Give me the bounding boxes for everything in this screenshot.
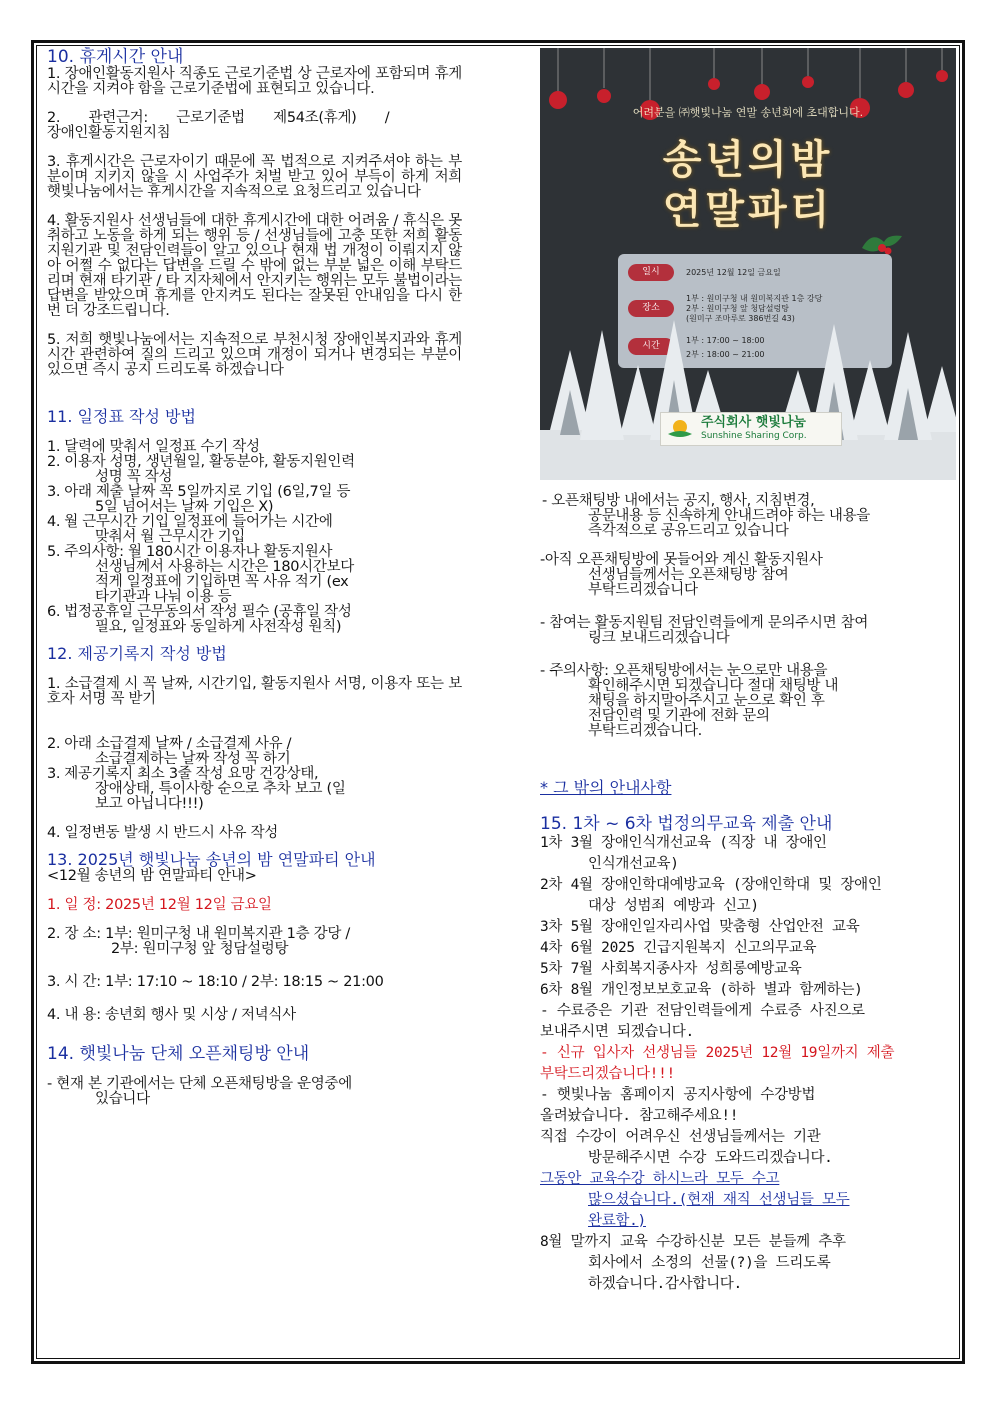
notice-2a: - 햇빛나눔 홈페이지 공지사항에 수강방법 [540, 1087, 816, 1103]
section-10-p3: 3. 휴게시간은 근로자이기 때문에 꼭 법적으로 지켜주셔야 하는 부분이며 지키지 않을 시 사업주가 처벌 받고 있어 부득이 하게 저희 햇빛나눔에서는 휴게시간을 지속적으로 요청드리고 있습니다 [47, 154, 462, 200]
party-date: 1. 일 정: 2025년 12월 12일 금요일 [47, 897, 272, 913]
list-item [47, 767, 462, 812]
list-item-number: 2. [47, 736, 61, 752]
poster-info-date: 2025년 12월 12일 금요일 [686, 268, 781, 277]
list-item-text: 이용자 성명, 생년월일, 활동분야, 활동지원인력 [64, 454, 355, 470]
left-column [47, 48, 462, 1107]
list-item-number: 3. [47, 766, 61, 782]
list-item-continuation: 소급결제하는 날짜 작성 꼭 하기 [95, 751, 291, 767]
list-item [47, 455, 462, 485]
section-12-p1: 1. 소급결제 시 꼭 날짜, 시간기입, 활동지원사 서명, 이용자 또는 보호자 서명 꼭 받기 [47, 676, 462, 707]
section-11-title: 11. 일정표 작성 방법 [47, 407, 196, 426]
party-place-1: 2. 장 소: 1부: 원미구청 내 원미복지관 1층 강당 / [47, 926, 350, 942]
education-item: 6차 8월 개인정보보호교육 (하하 별과 함께하는) [540, 982, 863, 998]
notice-red-1: - 신규 입사자 선생님들 2025년 12월 19일까지 제출 [540, 1045, 895, 1061]
section-14-l1c: 있습니다 [95, 1091, 150, 1107]
thanks-line-1: 그동안 교육수강 하시느라 모두 수고 [540, 1171, 780, 1187]
chat-r3: - 참여는 활동지원팀 전담인력들에게 문의주시면 참여 [540, 615, 869, 631]
chat-r4c: 확인해주시면 되겠습니다 절대 채팅방 내 채팅을 하지말아주시고 눈으로 확인 후 전담인력 및 기관에 전화 문의 부탁드리겠습니다. [588, 678, 839, 739]
section-15-title: 15. 1차 ~ 6차 법정의무교육 제출 안내 [540, 814, 833, 834]
notice-1b: 보내주시면 되겠습니다. [540, 1024, 694, 1040]
poster-info-time-1: 1부 : 17:00 ~ 18:00 [686, 336, 765, 345]
list-item [47, 515, 462, 545]
section-14-l1: - 현재 본 기관에서는 단체 오픈채팅방을 운영중에 [47, 1076, 352, 1092]
chat-r2c: 선생님들께서는 오픈채팅방 참여 부탁드리겠습니다 [588, 567, 789, 598]
list-item-text: 제공기록지 최소 3줄 작성 요망 건강상태, [64, 766, 319, 782]
list-item-line [47, 440, 462, 455]
list-item-line [47, 737, 462, 752]
list-item-continuation: 장애상태, 특이사항 순으로 추차 보고 (일 보고 아닙니다!!!) [95, 781, 346, 812]
list-item-number: 5. [47, 544, 61, 560]
logo-main-text: 주식회사 햇빛나눔 [701, 415, 806, 430]
list-item-continuation: 성명 꼭 작성 [95, 469, 173, 485]
other-notices-title: * 그 밖의 안내사항 [540, 778, 672, 797]
party-place-2: 2부: 원미구청 앞 청담설렁탕 [111, 941, 289, 957]
list-item-continuation: 5일 넘어서는 날짜 기입은 X) [95, 499, 274, 515]
section-10-p5: 5. 저희 햇빛나눔에서는 지속적으로 부천시청 장애인복지과와 휴게시간 관련하여 질의 드리고 있으며 개정이 되거나 변경되는 부분이 있으면 즉시 공지 드리도록 하겠습니다 [47, 332, 462, 378]
section-13-title: 13. 2025년 햇빛나눔 송년의 밤 연말파티 안내 [47, 850, 376, 869]
education-item: 4차 6월 2025 긴급지원복지 신고의무교육 [540, 940, 817, 956]
poster-label-time: 시간 [628, 338, 674, 355]
chat-r2: -아직 오픈채팅방에 못들어와 계신 활동지원사 [540, 552, 823, 568]
list-item-text: 법정공휴일 근무동의서 작성 필수 (공휴일 작성 [64, 604, 352, 620]
list-item-number: 1. [47, 439, 61, 455]
section-12-p4: 4. 일정변동 발생 시 반드시 사유 작성 [47, 825, 278, 841]
chat-r1: - 오픈채팅방 내에서는 공지, 행사, 지침변경, [542, 493, 815, 509]
last-line-2: 회사에서 소정의 선물(?)을 드리도록 [588, 1255, 831, 1271]
list-item-number: 2. [47, 454, 61, 470]
notice-2b: 올려놨습니다. 참고해주세요!! [540, 1108, 739, 1124]
poster-info-place-2: 2부 : 원미구청 앞 청담설렁탕 [686, 304, 789, 313]
chat-r4: - 주의사항: 오픈채팅방에서는 눈으로만 내용을 [540, 663, 828, 679]
list-item-number: 4. [47, 514, 61, 530]
notice-3b: 방문해주시면 수강 도와드리겠습니다. [588, 1150, 833, 1166]
snowy-trees-illustration [540, 310, 956, 480]
list-item-line [47, 515, 462, 530]
poster-title-1: 송년의밤 [662, 137, 834, 183]
logo-sub-text: Sunshine Sharing Corp. [701, 431, 807, 441]
list-item-number: 3. [47, 484, 61, 500]
chat-r3c: 링크 보내드리겠습니다 [588, 630, 730, 646]
list-item [47, 485, 462, 515]
section-11-list [47, 440, 462, 635]
list-item-continuation: 선생님께서 사용하는 시간은 180시간보다 적게 일정표에 기입하면 꼭 사유 적기 (ex 타기관과 나눠 이용 등 [95, 559, 355, 605]
section-12-title: 12. 제공기록지 작성 방법 [47, 644, 227, 663]
thanks-line-3: 완료함.) [588, 1213, 646, 1229]
section-10-p2a: 2. 관련근거: 근로기준법 제54조(휴게) / [47, 110, 390, 126]
education-item: 5차 7월 사회복지종사자 성희롱예방교육 [540, 961, 802, 977]
education-item-continuation: 인식개선교육) [588, 856, 679, 872]
poster-label-date: 일시 [628, 264, 674, 281]
poster-label-place: 장소 [628, 300, 674, 317]
education-item: 1차 3월 장애인식개선교육 (직장 내 장애인 [540, 835, 827, 851]
education-item: 3차 5월 장애인일자리사업 맞춤형 산업안전 교육 [540, 919, 860, 935]
list-item-text: 아래 제출 날짜 꼭 5일까지로 기입 (6일,7일 등 [64, 484, 351, 500]
list-item-text: 월 근무시간 기입 일정표에 들어가는 시간에 [64, 514, 333, 530]
education-item: 2차 4월 장애인학대예방교육 (장애인학대 및 장애인 [540, 877, 882, 893]
section-10-p2b: 장애인활동지원지침 [47, 125, 171, 141]
chat-r1c: 공문내용 등 신속하게 안내드려야 하는 내용을 즉각적으로 공유드리고 있습니다 [588, 508, 870, 539]
last-line-3: 하겠습니다.감사합니다. [588, 1276, 742, 1292]
section-12-list [47, 737, 462, 812]
list-item-continuation: 필요, 일정표와 동일하게 사전작성 원칙) [95, 619, 342, 635]
poster-info-time-2: 2부 : 18:00 ~ 21:00 [686, 350, 765, 359]
list-item [47, 440, 462, 455]
section-10-p2-row [47, 111, 462, 126]
poster-info-place-3: (원미구 조마루로 386번길 43) [686, 314, 795, 323]
section-13-subtitle: <12월 송년의 밤 연말파티 안내> [47, 868, 257, 884]
poster-invite-text: 어려분을 ㈜햇빛나눔 연말 송년회에 초대합니다. [632, 106, 864, 119]
right-column [540, 48, 960, 1295]
notice-3a: 직접 수강이 어려우신 선생님들께서는 기관 [540, 1129, 821, 1145]
last-line-1: 8월 말까지 교육 수강하신분 모든 분들께 추후 [540, 1234, 846, 1250]
education-item-continuation: 대상 성범죄 예방과 신고) [588, 898, 759, 914]
list-item-line [47, 605, 462, 620]
thanks-line-2: 많으셨습니다.(현재 재직 선생님들 모두 [588, 1192, 850, 1208]
party-content: 4. 내 용: 송년회 행사 및 시상 / 저녁식사 [47, 1007, 296, 1023]
section-10-p1: 1. 장애인활동지원사 직종도 근로기준법 상 근로자에 포함되며 휴게시간을 지켜야 함을 근로기준법에 표현되고 있습니다. [47, 66, 462, 97]
section-10-p4: 4. 활동지원사 선생님들에 대한 휴게시간에 대한 어려움 / 휴식은 못취하고 노동을 하게 되는 행위 등 / 선생님들에 고충 또한 저희 활동지원기관 및 전담인력들이 알고 있으나 현재 법 개정이 이뤄지지 않아 어쩔 수 없다는 답변을 드릴 수 밖에 없는 부분 넓은 이해 부탁드리며 현재 타기관 / 타 지자체에서 안지키는 행위는 모두 불법이라는 답변을 받았으며 휴게를 안지켜도 된다는 잘못된 안내임을 다시 한 번 더 강조드립니다. [47, 213, 462, 319]
list-item-line [47, 767, 462, 782]
sunshine-logo-icon [667, 418, 693, 440]
list-item-text: 달력에 맞춰서 일정표 수기 작성 [64, 439, 260, 455]
notice-red-2: 부탁드리겠습니다!!! [540, 1066, 675, 1082]
company-logo [660, 412, 842, 446]
party-poster [540, 48, 956, 480]
list-item [47, 545, 462, 605]
list-item [47, 605, 462, 635]
notice-1a: - 수료증은 기관 전담인력들에게 수료증 사진으로 [540, 1003, 865, 1019]
list-item-text: 아래 소급결제 날짜 / 소급결제 사유 / [64, 736, 292, 752]
list-item-line [47, 455, 462, 470]
list-item-line [47, 485, 462, 500]
list-item-number: 6. [47, 604, 61, 620]
party-time: 3. 시 간: 1부: 17:10 ~ 18:10 / 2부: 18:15 ~ 21:00 [47, 974, 384, 990]
poster-info-place-1: 1부 : 원미구청 내 원미복지관 1층 강당 [686, 294, 823, 303]
section-10-title: 10. 휴게시간 안내 [47, 47, 184, 67]
poster-title-2: 연말파티 [662, 187, 834, 233]
section-14-title: 14. 햇빛나눔 단체 오픈채팅방 안내 [47, 1044, 310, 1064]
list-item-line [47, 545, 462, 560]
list-item-continuation: 맞춰서 월 근무시간 기입 [95, 529, 245, 545]
list-item-text: 주의사항: 월 180시간 이용자나 활동지원사 [64, 544, 333, 560]
education-list [540, 833, 960, 1001]
list-item [47, 737, 462, 767]
